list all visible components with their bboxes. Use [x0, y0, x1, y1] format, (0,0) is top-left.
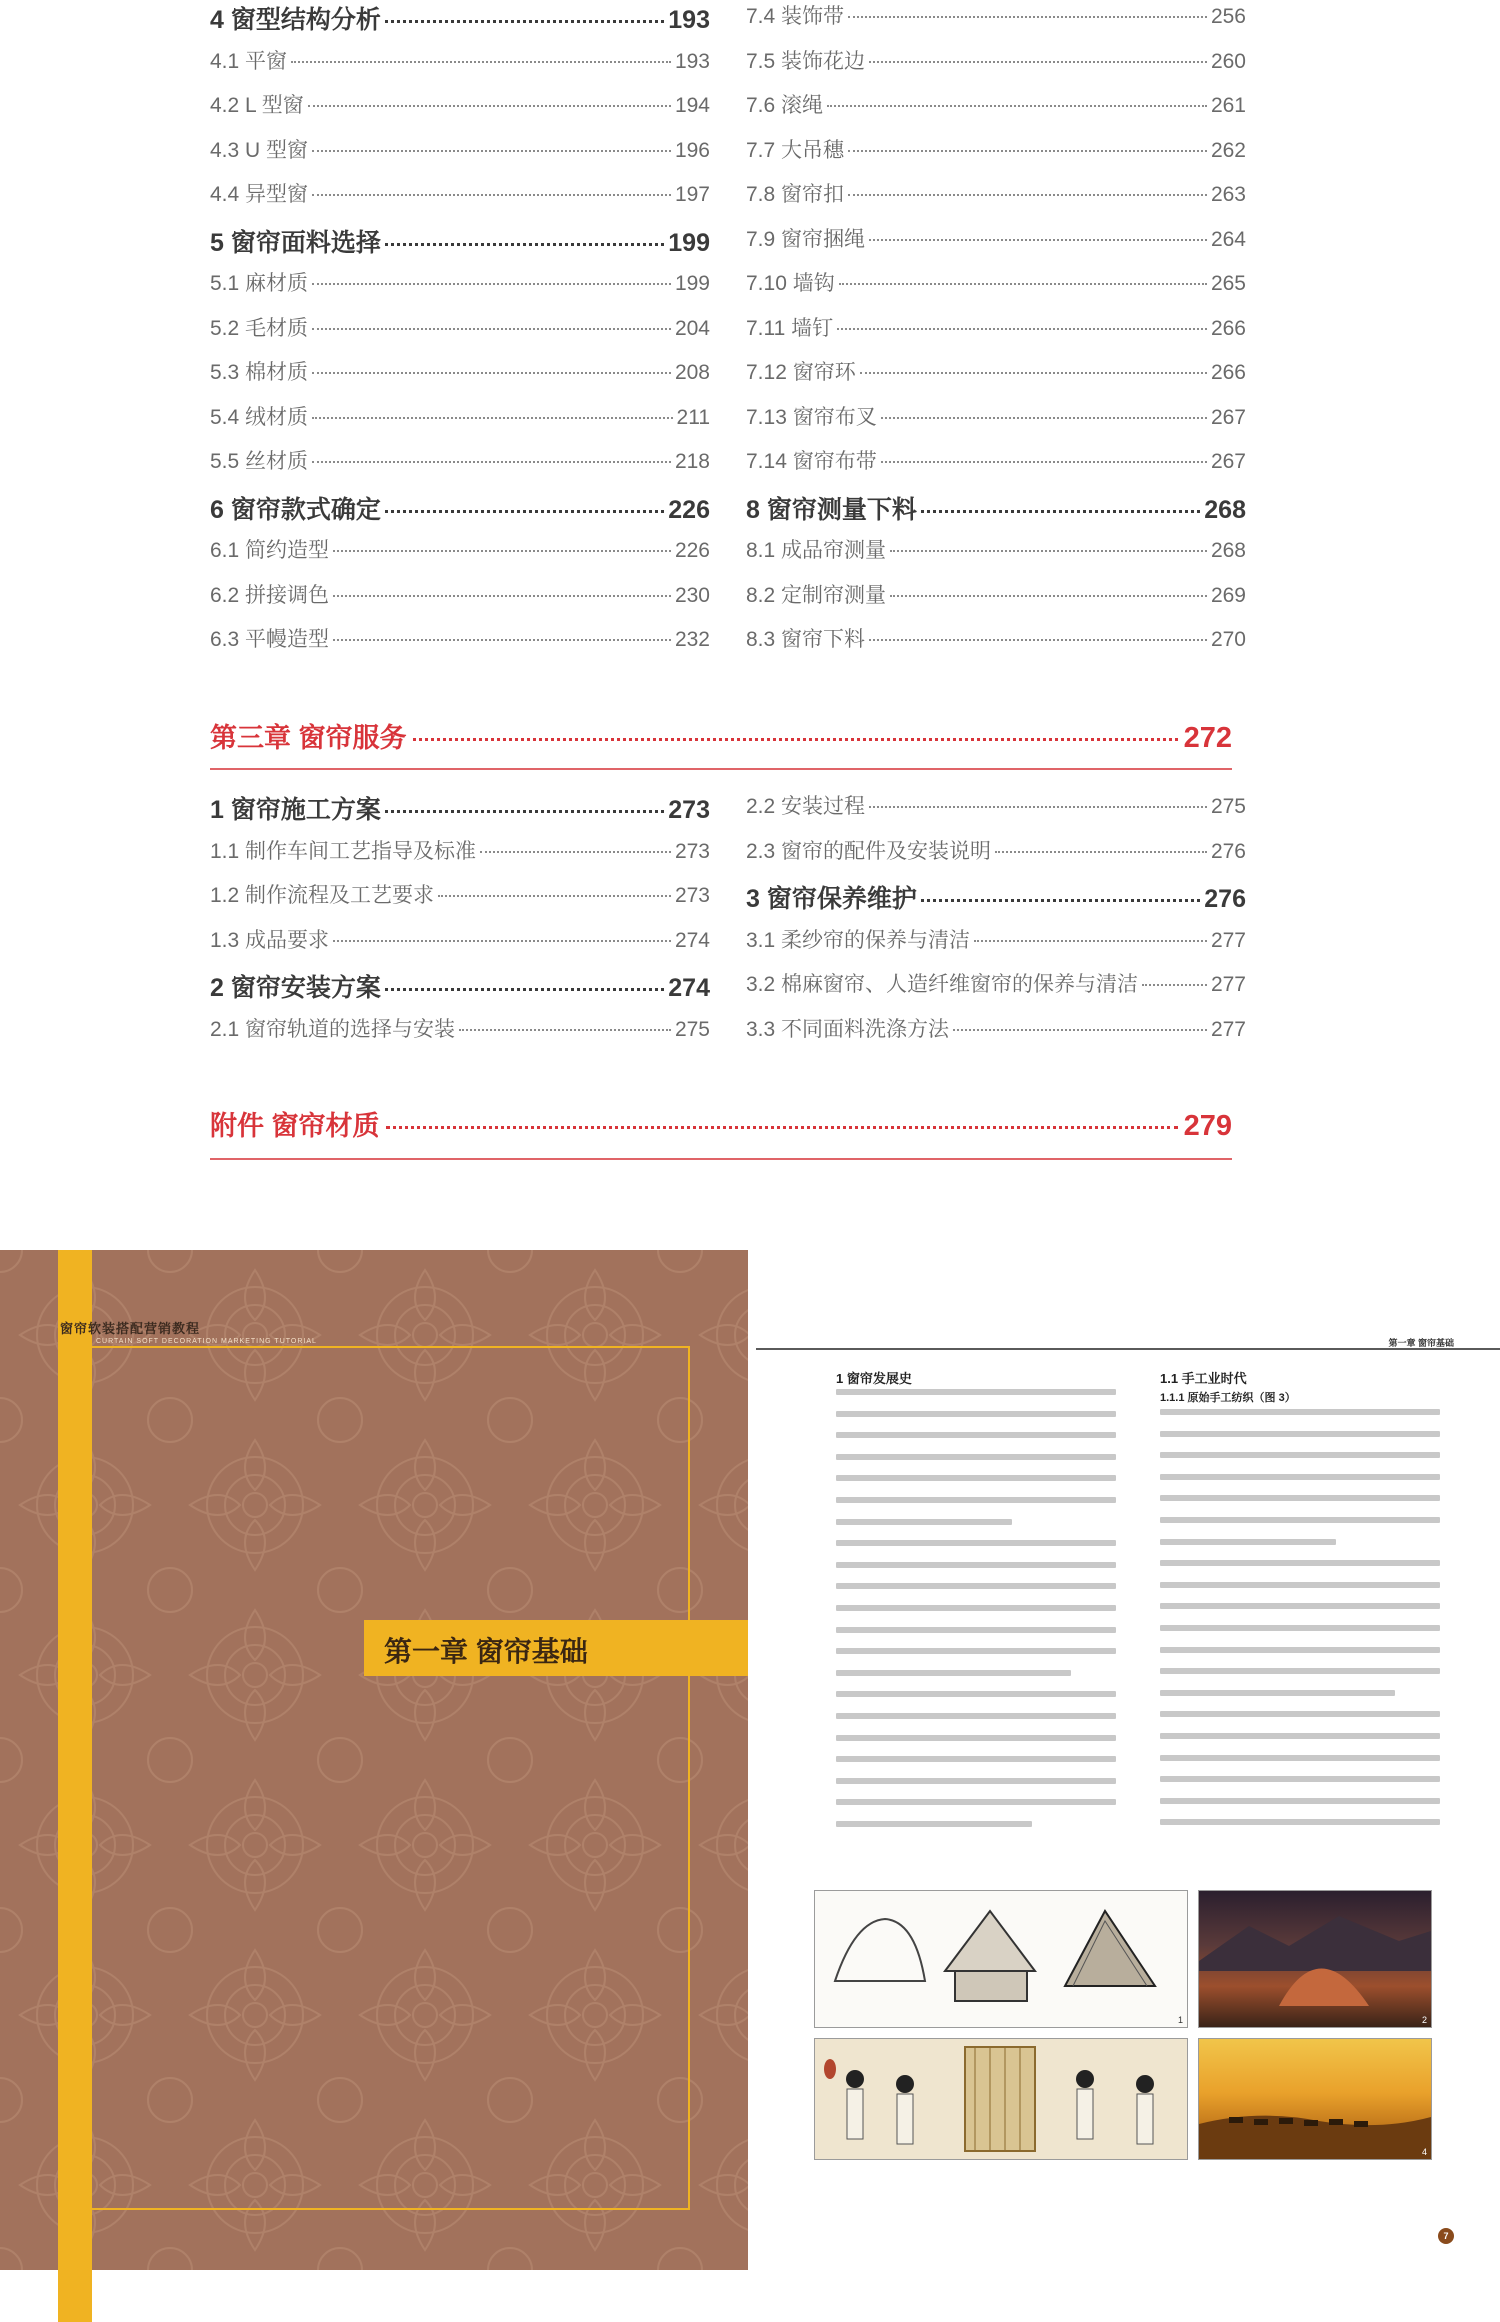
toc-entry-title: 4.3 U 型窗 — [210, 138, 309, 162]
toc-entry-title: 5.5 丝材质 — [210, 450, 309, 473]
text-line-placeholder — [836, 1540, 1116, 1546]
toc-entry-title: 4.2 L 型窗 — [210, 94, 304, 117]
toc-leader-dots — [921, 510, 1200, 513]
text-line-placeholder — [1160, 1409, 1440, 1415]
toc-entry-page: 277 — [1210, 973, 1246, 996]
toc-item-entry[interactable] — [210, 924, 710, 969]
toc-left-column — [210, 0, 710, 668]
text-line-placeholder — [1160, 1690, 1395, 1696]
text-line-placeholder — [836, 1411, 1116, 1417]
toc-entry-page: 266 — [1210, 361, 1246, 384]
toc-item-entry[interactable] — [210, 178, 710, 223]
figure-desert-caravan — [1198, 2038, 1432, 2160]
toc-section-entry[interactable] — [210, 0, 710, 45]
chapter3-entry[interactable] — [210, 716, 1232, 755]
toc-section-entry[interactable] — [210, 968, 710, 1013]
toc-leader-dots — [308, 105, 671, 107]
toc-entry-title: 7.13 窗帘布叉 — [746, 405, 877, 429]
toc-entry-title: 6.3 平幔造型 — [210, 628, 330, 651]
text-line-placeholder — [1160, 1755, 1440, 1761]
toc-right-column — [746, 0, 1246, 668]
chapter-title: 第一章 窗帘基础 — [384, 1636, 588, 1667]
toc-leader-dots — [459, 1029, 671, 1031]
toc-entry-page: 275 — [674, 1017, 710, 1041]
toc-leader-dots — [333, 550, 671, 552]
toc-leader-dots — [974, 940, 1207, 942]
toc-entry-title: 1 窗帘施工方案 — [210, 796, 381, 824]
figure-number: 4 — [1421, 2147, 1427, 2157]
text-line-placeholder — [836, 1799, 1116, 1805]
toc-leader-dots — [881, 461, 1207, 463]
toc-leader-dots — [312, 194, 671, 196]
toc-entry-page: 270 — [1210, 628, 1246, 651]
toc-leader-dots — [869, 239, 1207, 241]
toc-leader-dots — [848, 16, 1207, 18]
toc-entry-page: 273 — [674, 884, 710, 907]
toc-leader-dots — [291, 61, 671, 63]
toc-item-entry[interactable] — [746, 924, 1246, 969]
toc-entry-page: 268 — [1210, 539, 1246, 562]
toc-item-entry[interactable] — [746, 790, 1246, 835]
text-line-placeholder — [1160, 1625, 1440, 1631]
text-line-placeholder — [836, 1605, 1116, 1611]
toc-item-entry[interactable] — [746, 223, 1246, 268]
running-head-rule — [756, 1348, 1500, 1350]
toc-entry-title: 7.7 大吊穗 — [746, 138, 845, 162]
toc-item-entry[interactable] — [210, 45, 710, 90]
toc-entry-page: 197 — [674, 183, 710, 206]
toc-entry-page: 269 — [1210, 583, 1246, 607]
toc-item-entry[interactable] — [746, 835, 1246, 880]
toc-leader-dots — [839, 283, 1207, 285]
toc-entry-page: 218 — [674, 450, 710, 473]
toc-item-entry[interactable] — [746, 401, 1246, 446]
figure-number: 2 — [1421, 2015, 1427, 2025]
toc-entry-title: 3 窗帘保养维护 — [746, 885, 917, 913]
toc-entry-page: 275 — [1210, 795, 1246, 818]
toc-entry-title: 3.3 不同面料洗涤方法 — [746, 1017, 950, 1041]
text-line-placeholder — [1160, 1776, 1440, 1782]
text-line-placeholder — [1160, 1517, 1440, 1523]
toc-leader-dots — [995, 851, 1207, 853]
article-column-left — [836, 1368, 1116, 1842]
toc-entry-page: 267 — [1210, 450, 1246, 473]
toc-entry-title: 7.12 窗帘环 — [746, 361, 856, 384]
toc-leader-dots — [312, 417, 672, 419]
toc-entry-title: 6.1 简约造型 — [210, 539, 330, 562]
toc-entry-title: 6 窗帘款式确定 — [210, 495, 381, 524]
toc-entry-title: 7.14 窗帘布带 — [746, 450, 877, 473]
toc-leader-dots — [953, 1029, 1207, 1031]
toc-leader-dots — [312, 328, 671, 330]
article-subheading-2: 1.1.1 原始手工纺织（图 3） — [1160, 1392, 1296, 1404]
toc-entry-title: 7.5 装饰花边 — [746, 49, 866, 73]
toc-item-entry[interactable] — [210, 445, 710, 490]
toc-entry-page: 274 — [668, 974, 710, 1002]
toc-item-entry[interactable] — [746, 267, 1246, 312]
toc-entry-page: 226 — [674, 539, 710, 562]
toc-item-entry[interactable] — [210, 623, 710, 668]
toc-entry-title: 8.1 成品帘测量 — [746, 539, 887, 562]
text-line-placeholder — [1160, 1431, 1440, 1437]
toc-entry-title: 8.3 窗帘下料 — [746, 628, 866, 651]
toc-entry-page: 230 — [674, 583, 710, 607]
chapter3-title: 第三章 窗帘服务 — [210, 723, 407, 753]
toc-item-entry[interactable] — [746, 312, 1246, 357]
toc-entry-page: 261 — [1210, 94, 1246, 117]
toc-leader-dots — [881, 417, 1207, 419]
text-line-placeholder — [1160, 1798, 1440, 1804]
toc-entry-page: 274 — [674, 928, 710, 952]
page-number: 7 — [1438, 2228, 1454, 2244]
text-line-placeholder — [1160, 1474, 1440, 1480]
toc-item-entry[interactable] — [746, 623, 1246, 668]
toc-entry-title: 7.10 墙钩 — [746, 272, 835, 295]
text-line-placeholder — [1160, 1819, 1440, 1825]
toc-entry-page: 193 — [668, 6, 710, 34]
toc-entry-title: 2.2 安装过程 — [746, 795, 866, 818]
toc-entry-title: 7.8 窗帘扣 — [746, 183, 845, 206]
text-line-placeholder — [1160, 1495, 1440, 1501]
toc-entry-page: 262 — [1210, 138, 1246, 162]
toc-entry-title: 8.2 定制帘测量 — [746, 583, 887, 607]
toc-item-entry[interactable] — [210, 1013, 710, 1058]
toc-leader-dots — [848, 194, 1207, 196]
text-line-placeholder — [1160, 1668, 1440, 1674]
toc-entry-title: 2.1 窗帘轨道的选择与安装 — [210, 1017, 456, 1041]
toc-leader-dots — [869, 806, 1207, 808]
toc-item-entry[interactable] — [746, 579, 1246, 624]
toc-entry-title: 5 窗帘面料选择 — [210, 228, 381, 257]
text-line-placeholder — [836, 1583, 1116, 1589]
toc-entry-page: 273 — [668, 796, 710, 824]
toc-leader-dots — [860, 372, 1207, 374]
toc-item-entry[interactable] — [746, 445, 1246, 490]
toc-entry-page: 232 — [674, 628, 710, 651]
gold-strip-bottom — [58, 2270, 92, 2322]
toc-item-entry[interactable] — [210, 534, 710, 579]
text-line-placeholder — [836, 1691, 1116, 1697]
text-line-placeholder — [836, 1519, 1012, 1525]
text-line-placeholder — [1160, 1582, 1440, 1588]
toc-leader-dots — [385, 810, 664, 813]
figure-huts-sketch — [814, 1890, 1188, 2028]
toc-item-entry[interactable] — [210, 312, 710, 357]
text-line-placeholder — [836, 1497, 1116, 1503]
toc-entry-title: 6.2 拼接调色 — [210, 583, 330, 607]
chapter-opener-page — [0, 1250, 748, 2270]
toc-entry-title: 5.3 棉材质 — [210, 361, 309, 384]
toc-entry-title: 7.6 滚绳 — [746, 94, 824, 117]
toc-entry-title: 3.1 柔纱帘的保养与清洁 — [746, 928, 971, 952]
text-line-placeholder — [836, 1778, 1116, 1784]
toc-leader-dots — [890, 595, 1207, 597]
toc-entry-title: 7.11 墙钉 — [746, 316, 834, 340]
toc-leader-dots — [385, 20, 664, 23]
toc-leader-dots — [921, 899, 1200, 902]
hut-sketch-image — [815, 1891, 1187, 2027]
toc-entry-page: 267 — [1210, 405, 1246, 429]
article-heading-2: 1.1 手工业时代 — [1160, 1371, 1247, 1386]
text-line-placeholder — [836, 1475, 1116, 1481]
text-line-placeholder — [836, 1713, 1116, 1719]
toc-item-entry[interactable] — [210, 879, 710, 924]
text-line-placeholder — [836, 1389, 1116, 1395]
appendix-leader — [386, 1126, 1178, 1129]
toc-section-entry[interactable] — [210, 490, 710, 535]
toc-item-entry[interactable] — [210, 267, 710, 312]
toc-section-entry[interactable] — [746, 879, 1246, 924]
text-line-placeholder — [1160, 1711, 1440, 1717]
toc-entry-title: 2.3 窗帘的配件及安装说明 — [746, 839, 992, 863]
toc-entry-page: 256 — [1210, 5, 1246, 28]
appendix-rule — [210, 1158, 1232, 1160]
toc-leader-dots — [333, 639, 671, 641]
text-line-placeholder — [836, 1735, 1116, 1741]
chapter3-page: 272 — [1183, 722, 1232, 754]
toc-entry-page: 194 — [674, 94, 710, 117]
appendix-entry[interactable] — [210, 1104, 1232, 1143]
toc-item-entry[interactable] — [210, 401, 710, 446]
toc-entry-page: 208 — [674, 361, 710, 384]
figure-egyptian-weaving — [814, 2038, 1188, 2160]
text-line-placeholder — [836, 1432, 1116, 1438]
text-line-placeholder — [836, 1648, 1116, 1654]
toc-entry-title: 1.2 制作流程及工艺要求 — [210, 884, 435, 907]
toc-section-entry[interactable] — [210, 790, 710, 835]
toc-entry-title: 5.2 毛材质 — [210, 316, 309, 340]
toc-leader-dots — [890, 550, 1207, 552]
toc-item-entry[interactable] — [746, 0, 1246, 45]
text-line-placeholder — [836, 1562, 1116, 1568]
text-line-placeholder — [836, 1454, 1116, 1460]
toc-leader-dots — [333, 940, 671, 942]
toc-entry-page: 268 — [1204, 495, 1246, 524]
article-column-right — [1160, 1368, 1440, 1841]
gold-frame — [58, 1346, 690, 2210]
toc-item-entry[interactable] — [746, 1013, 1246, 1058]
toc-leader-dots — [312, 372, 671, 374]
toc-leader-dots — [312, 150, 671, 152]
appendix-title: 附件 窗帘材质 — [210, 1111, 380, 1141]
toc-entry-page: 204 — [674, 316, 710, 340]
toc-entry-page: 277 — [1210, 928, 1246, 952]
toc-entry-title: 4.1 平窗 — [210, 49, 288, 73]
figure-number: 1 — [1177, 2015, 1183, 2025]
toc-item-entry[interactable] — [210, 89, 710, 134]
text-line-placeholder — [1160, 1539, 1336, 1545]
toc-leader-dots — [869, 639, 1207, 641]
toc-entry-title: 1.3 成品要求 — [210, 928, 330, 952]
toc-entry-page: 193 — [674, 49, 710, 73]
toc-entry-page: 264 — [1210, 227, 1246, 251]
toc-entry-page: 273 — [674, 839, 710, 863]
toc-entry-title: 7.4 装饰带 — [746, 5, 845, 28]
toc-leader-dots — [480, 851, 671, 853]
text-line-placeholder — [1160, 1560, 1440, 1566]
article-page — [756, 1330, 1500, 2320]
toc-leader-dots — [848, 150, 1207, 152]
toc-leader-dots — [385, 988, 664, 991]
toc-item-entry[interactable] — [210, 356, 710, 401]
toc-section-entry[interactable] — [210, 223, 710, 268]
running-head: 第一章 窗帘基础 — [1388, 1338, 1454, 1348]
toc-leader-dots — [837, 328, 1207, 330]
toc-entry-page: 196 — [674, 138, 710, 162]
toc-entry-title: 8 窗帘测量下料 — [746, 495, 917, 524]
toc-section-entry[interactable] — [746, 490, 1246, 535]
toc-leader-dots — [333, 595, 671, 597]
toc-entry-page: 276 — [1204, 885, 1246, 913]
toc-leader-dots — [869, 61, 1207, 63]
figure-igloo-landscape — [1198, 1890, 1432, 2028]
text-line-placeholder — [1160, 1647, 1440, 1653]
appendix-page: 279 — [1183, 1110, 1232, 1142]
toc-leader-dots — [312, 283, 671, 285]
toc-chapter3-left-column — [210, 790, 710, 1057]
toc-item-entry[interactable] — [210, 579, 710, 624]
igloo-image — [1199, 1891, 1431, 2027]
chapter-title-band — [364, 1620, 748, 1676]
chapter3-leader — [413, 738, 1178, 741]
toc-entry-page: 277 — [1210, 1017, 1246, 1041]
text-line-placeholder — [836, 1670, 1071, 1676]
toc-item-entry[interactable] — [746, 89, 1246, 134]
text-line-placeholder — [836, 1627, 1116, 1633]
toc-leader-dots — [1142, 984, 1207, 986]
toc-leader-dots — [312, 461, 671, 463]
body-text-block — [1160, 1409, 1440, 1825]
book-brand-subtitle: CURTAIN SOFT DECORATION MARKETING TUTORIAL — [96, 1338, 317, 1345]
toc-entry-page: 276 — [1210, 839, 1246, 863]
body-text-block — [836, 1389, 1116, 1827]
toc-entry-page: 265 — [1210, 272, 1246, 295]
toc-entry-title: 3.2 棉麻窗帘、人造纤维窗帘的保养与清洁 — [746, 973, 1139, 996]
article-heading-1: 1 窗帘发展史 — [836, 1371, 912, 1386]
toc-entry-title: 7.9 窗帘捆绳 — [746, 227, 866, 251]
weaving-image — [815, 2039, 1187, 2159]
toc-item-entry[interactable] — [210, 134, 710, 179]
toc-entry-title: 4.4 异型窗 — [210, 183, 309, 206]
text-line-placeholder — [836, 1756, 1116, 1762]
toc-entry-page: 211 — [676, 405, 710, 429]
text-line-placeholder — [1160, 1733, 1440, 1739]
book-brand: 窗帘软装搭配营销教程 — [60, 1321, 201, 1336]
caravan-image — [1199, 2039, 1431, 2159]
toc-leader-dots — [385, 243, 664, 246]
text-line-placeholder — [1160, 1452, 1440, 1458]
toc-entry-page: 266 — [1210, 316, 1246, 340]
text-line-placeholder — [1160, 1603, 1440, 1609]
toc-entry-title: 5.4 绒材质 — [210, 405, 309, 429]
toc-entry-title: 4 窗型结构分析 — [210, 6, 381, 34]
toc-item-entry[interactable] — [746, 45, 1246, 90]
toc-entry-title: 2 窗帘安装方案 — [210, 974, 381, 1002]
toc-item-entry[interactable] — [746, 534, 1246, 579]
toc-entry-page: 226 — [668, 495, 710, 524]
toc-leader-dots — [438, 895, 671, 897]
toc-entry-title: 1.1 制作车间工艺指导及标准 — [210, 839, 477, 863]
toc-leader-dots — [827, 105, 1207, 107]
toc-item-entry[interactable] — [746, 134, 1246, 179]
toc-entry-page: 199 — [674, 272, 710, 295]
toc-entry-page: 260 — [1210, 49, 1246, 73]
chapter3-rule — [210, 768, 1232, 770]
toc-entry-page: 199 — [668, 228, 710, 257]
toc-item-entry[interactable] — [746, 968, 1246, 1013]
text-line-placeholder — [836, 1821, 1032, 1827]
toc-entry-page: 263 — [1210, 183, 1246, 206]
toc-entry-title: 5.1 麻材质 — [210, 272, 309, 295]
toc-leader-dots — [385, 510, 664, 513]
toc-item-entry[interactable] — [746, 356, 1246, 401]
toc-chapter3-right-column — [746, 790, 1246, 1057]
toc-item-entry[interactable] — [210, 835, 710, 880]
toc-item-entry[interactable] — [746, 178, 1246, 223]
